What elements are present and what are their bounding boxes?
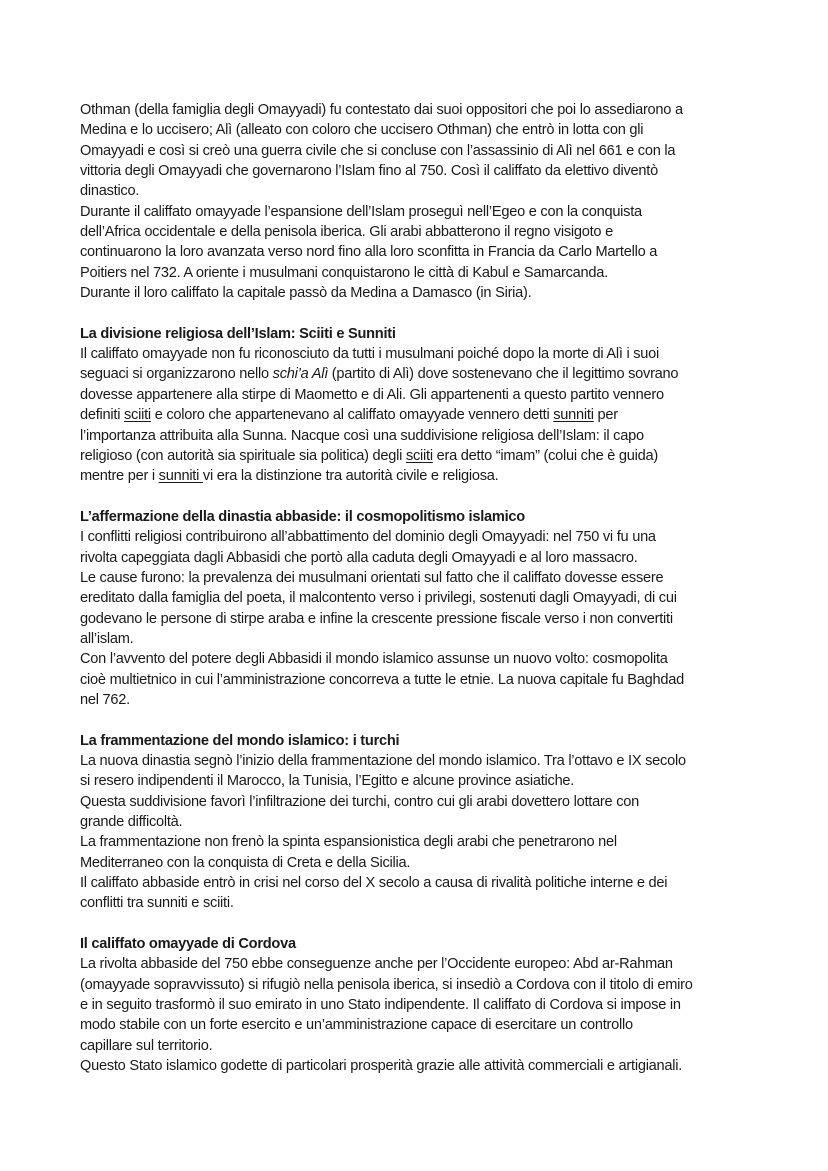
text-line: continuarono la loro avanzata verso nord fino alla loro sconfitta in Francia da Carlo Martello a bbox=[80, 244, 658, 261]
underlined-term: sciiti bbox=[405, 447, 433, 464]
underlined-term: sunniti bbox=[158, 468, 203, 485]
text-line: dovesse appartenere alla stirpe di Maometto e di Ali. Gli appartenenti a questo partito vennero bbox=[80, 386, 664, 403]
intro-section bbox=[80, 100, 780, 303]
text-line bbox=[80, 405, 780, 425]
italic-term: schi’a Alì bbox=[272, 366, 328, 383]
text-run: era detto “imam” (colui che è guida) bbox=[432, 447, 658, 464]
text-line: Omayyadi e così si creò una guerra civile che si concluse con l’assassinio di Alì nel 661 e con la bbox=[80, 142, 676, 159]
text-line bbox=[80, 466, 780, 486]
text-run: (partito di Alì) dove sostenevano che il legittimo sovrano bbox=[328, 366, 679, 383]
text-line: (omayyade sopravvissuto) si rifugiò nella penisola iberica, si insediò a Cordova con il titolo di emiro bbox=[80, 976, 693, 993]
text-line: si resero indipendenti il Marocco, la Tunisia, l’Egitto e alcune province asiatiche. bbox=[80, 773, 575, 790]
section-frammentazione-turchi bbox=[80, 731, 780, 914]
text-line: nel 762. bbox=[80, 691, 130, 708]
text-run: religioso (con autorità sia spirituale sia politica) degli bbox=[80, 447, 406, 464]
text-run: seguaci si organizzarono nello bbox=[80, 366, 273, 383]
text-line: rivolta capeggiata dagli Abbasidi che portò alla caduta degli Omayyadi e al loro massacro. bbox=[80, 549, 638, 566]
paragraph-spacer bbox=[80, 487, 780, 507]
section-sciiti-sunniti bbox=[80, 324, 780, 487]
paragraph-spacer bbox=[80, 710, 780, 730]
section-heading: L’affermazione della dinastia abbaside: il cosmopolitismo islamico bbox=[80, 508, 525, 525]
text-line bbox=[80, 364, 780, 384]
text-line: l’importanza attribuita alla Sunna. Nacque così una suddivisione religiosa dell’Islam: il capo bbox=[80, 427, 644, 444]
text-line: Durante il califfato omayyade l’espansione dell’Islam proseguì nell’Egeo e con la conquista bbox=[80, 203, 642, 220]
text-line: Questo Stato islamico godette di particolari prosperità grazie alle attività commerciali e artigianali. bbox=[80, 1058, 683, 1075]
underlined-term: sunniti bbox=[553, 407, 594, 424]
text-line: Othman (della famiglia degli Omayyadi) fu contestato dai suoi oppositori che poi lo assediarono a bbox=[80, 102, 683, 118]
text-line: Medina e lo uccisero; Alì (alleato con coloro che uccisero Othman) che entrò in lotta con gli bbox=[80, 122, 644, 139]
text-line: Mediterraneo con la conquista di Creta e della Sicilia. bbox=[80, 854, 411, 871]
text-line: I conflitti religiosi contribuirono all’abbattimento del dominio degli Omayyadi: nel 750 vi fu una bbox=[80, 529, 656, 546]
underlined-term: sciiti bbox=[124, 407, 151, 424]
text-line: Il califfato omayyade non fu riconosciuto da tutti i musulmani poiché dopo la morte di Alì i suoi bbox=[80, 346, 660, 363]
text-line: capillare sul territorio. bbox=[80, 1037, 213, 1054]
text-line: ereditato dalla famiglia del poeta, il malcontento verso i privilegi, sostenuti dagli Omayyadi, di cui bbox=[80, 590, 677, 607]
section-heading: La frammentazione del mondo islamico: i turchi bbox=[80, 732, 400, 749]
section-heading: La divisione religiosa dell’Islam: Sciiti e Sunniti bbox=[80, 325, 396, 342]
section-heading: Il califfato omayyade di Cordova bbox=[80, 936, 296, 953]
text-line: cioè multietnico in cui l’amministrazione concorreva a tutte le etnie. La nuova capitale fu Baghdad bbox=[80, 671, 684, 688]
text-line: Il califfato abbaside entrò in crisi nel corso del X secolo a causa di rivalità politiche interne e dei bbox=[80, 875, 668, 892]
text-line: e in seguito trasformò il suo emirato in uno Stato indipendente. Il califfato di Cordova si impose in bbox=[80, 997, 681, 1014]
text-run: per bbox=[593, 407, 618, 424]
text-line: La frammentazione non frenò la spinta espansionistica degli arabi che penetrarono nel bbox=[80, 834, 617, 851]
text-line: Poitiers nel 732. A oriente i musulmani conquistarono le città di Kabul e Samarcanda. bbox=[80, 264, 608, 281]
text-line: La nuova dinastia segnò l’inizio della frammentazione del mondo islamico. Tra l’ottavo e IX secolo bbox=[80, 753, 686, 769]
text-line: all’islam. bbox=[80, 630, 134, 647]
text-line: Con l’avvento del potere degli Abbasidi il mondo islamico assunse un nuovo volto: cosmopolita bbox=[80, 651, 668, 668]
text-run: mentre per i bbox=[80, 468, 159, 485]
text-line: Durante il loro califfato la capitale passò da Medina a Damasco (in Siria). bbox=[80, 285, 532, 302]
text-run: e coloro che appartenevano al califfato omayyade vennero detti bbox=[150, 407, 554, 424]
text-line: Le cause furono: la prevalenza dei musulmani orientati sul fatto che il califfato dovesse essere bbox=[80, 569, 664, 586]
text-line: conflitti tra sunniti e sciiti. bbox=[80, 895, 234, 912]
text-run: vi era la distinzione tra autorità civile e religiosa. bbox=[202, 468, 499, 485]
text-line: dinastico. bbox=[80, 183, 140, 200]
paragraph-spacer bbox=[80, 914, 780, 934]
document-page bbox=[80, 100, 780, 1077]
text-line: grande difficoltà. bbox=[80, 814, 183, 831]
section-dinastia-abbaside bbox=[80, 507, 780, 710]
text-line: dell’Africa occidentale e della penisola iberica. Gli arabi abbatterono il regno visigoto e bbox=[80, 224, 613, 241]
text-line: godevano le persone di stirpe araba e infine la crescente pressione fiscale verso i non convertiti bbox=[80, 610, 673, 627]
text-line bbox=[80, 446, 780, 466]
paragraph-spacer bbox=[80, 303, 780, 323]
text-line: Questa suddivisione favorì l’infiltrazione dei turchi, contro cui gli arabi dovettero lottare con bbox=[80, 793, 639, 810]
text-run: definiti bbox=[80, 407, 124, 424]
section-califfato-cordova bbox=[80, 934, 780, 1076]
text-line: La rivolta abbaside del 750 ebbe conseguenze anche per l’Occidente europeo: Abd ar-Rahman bbox=[80, 956, 673, 973]
text-line: modo stabile con un forte esercito e un’amministrazione capace di esercitare un controllo bbox=[80, 1017, 633, 1034]
text-line: vittoria degli Omayyadi che governarono l’Islam fino al 750. Così il califfato da elettivo diventò bbox=[80, 163, 658, 180]
